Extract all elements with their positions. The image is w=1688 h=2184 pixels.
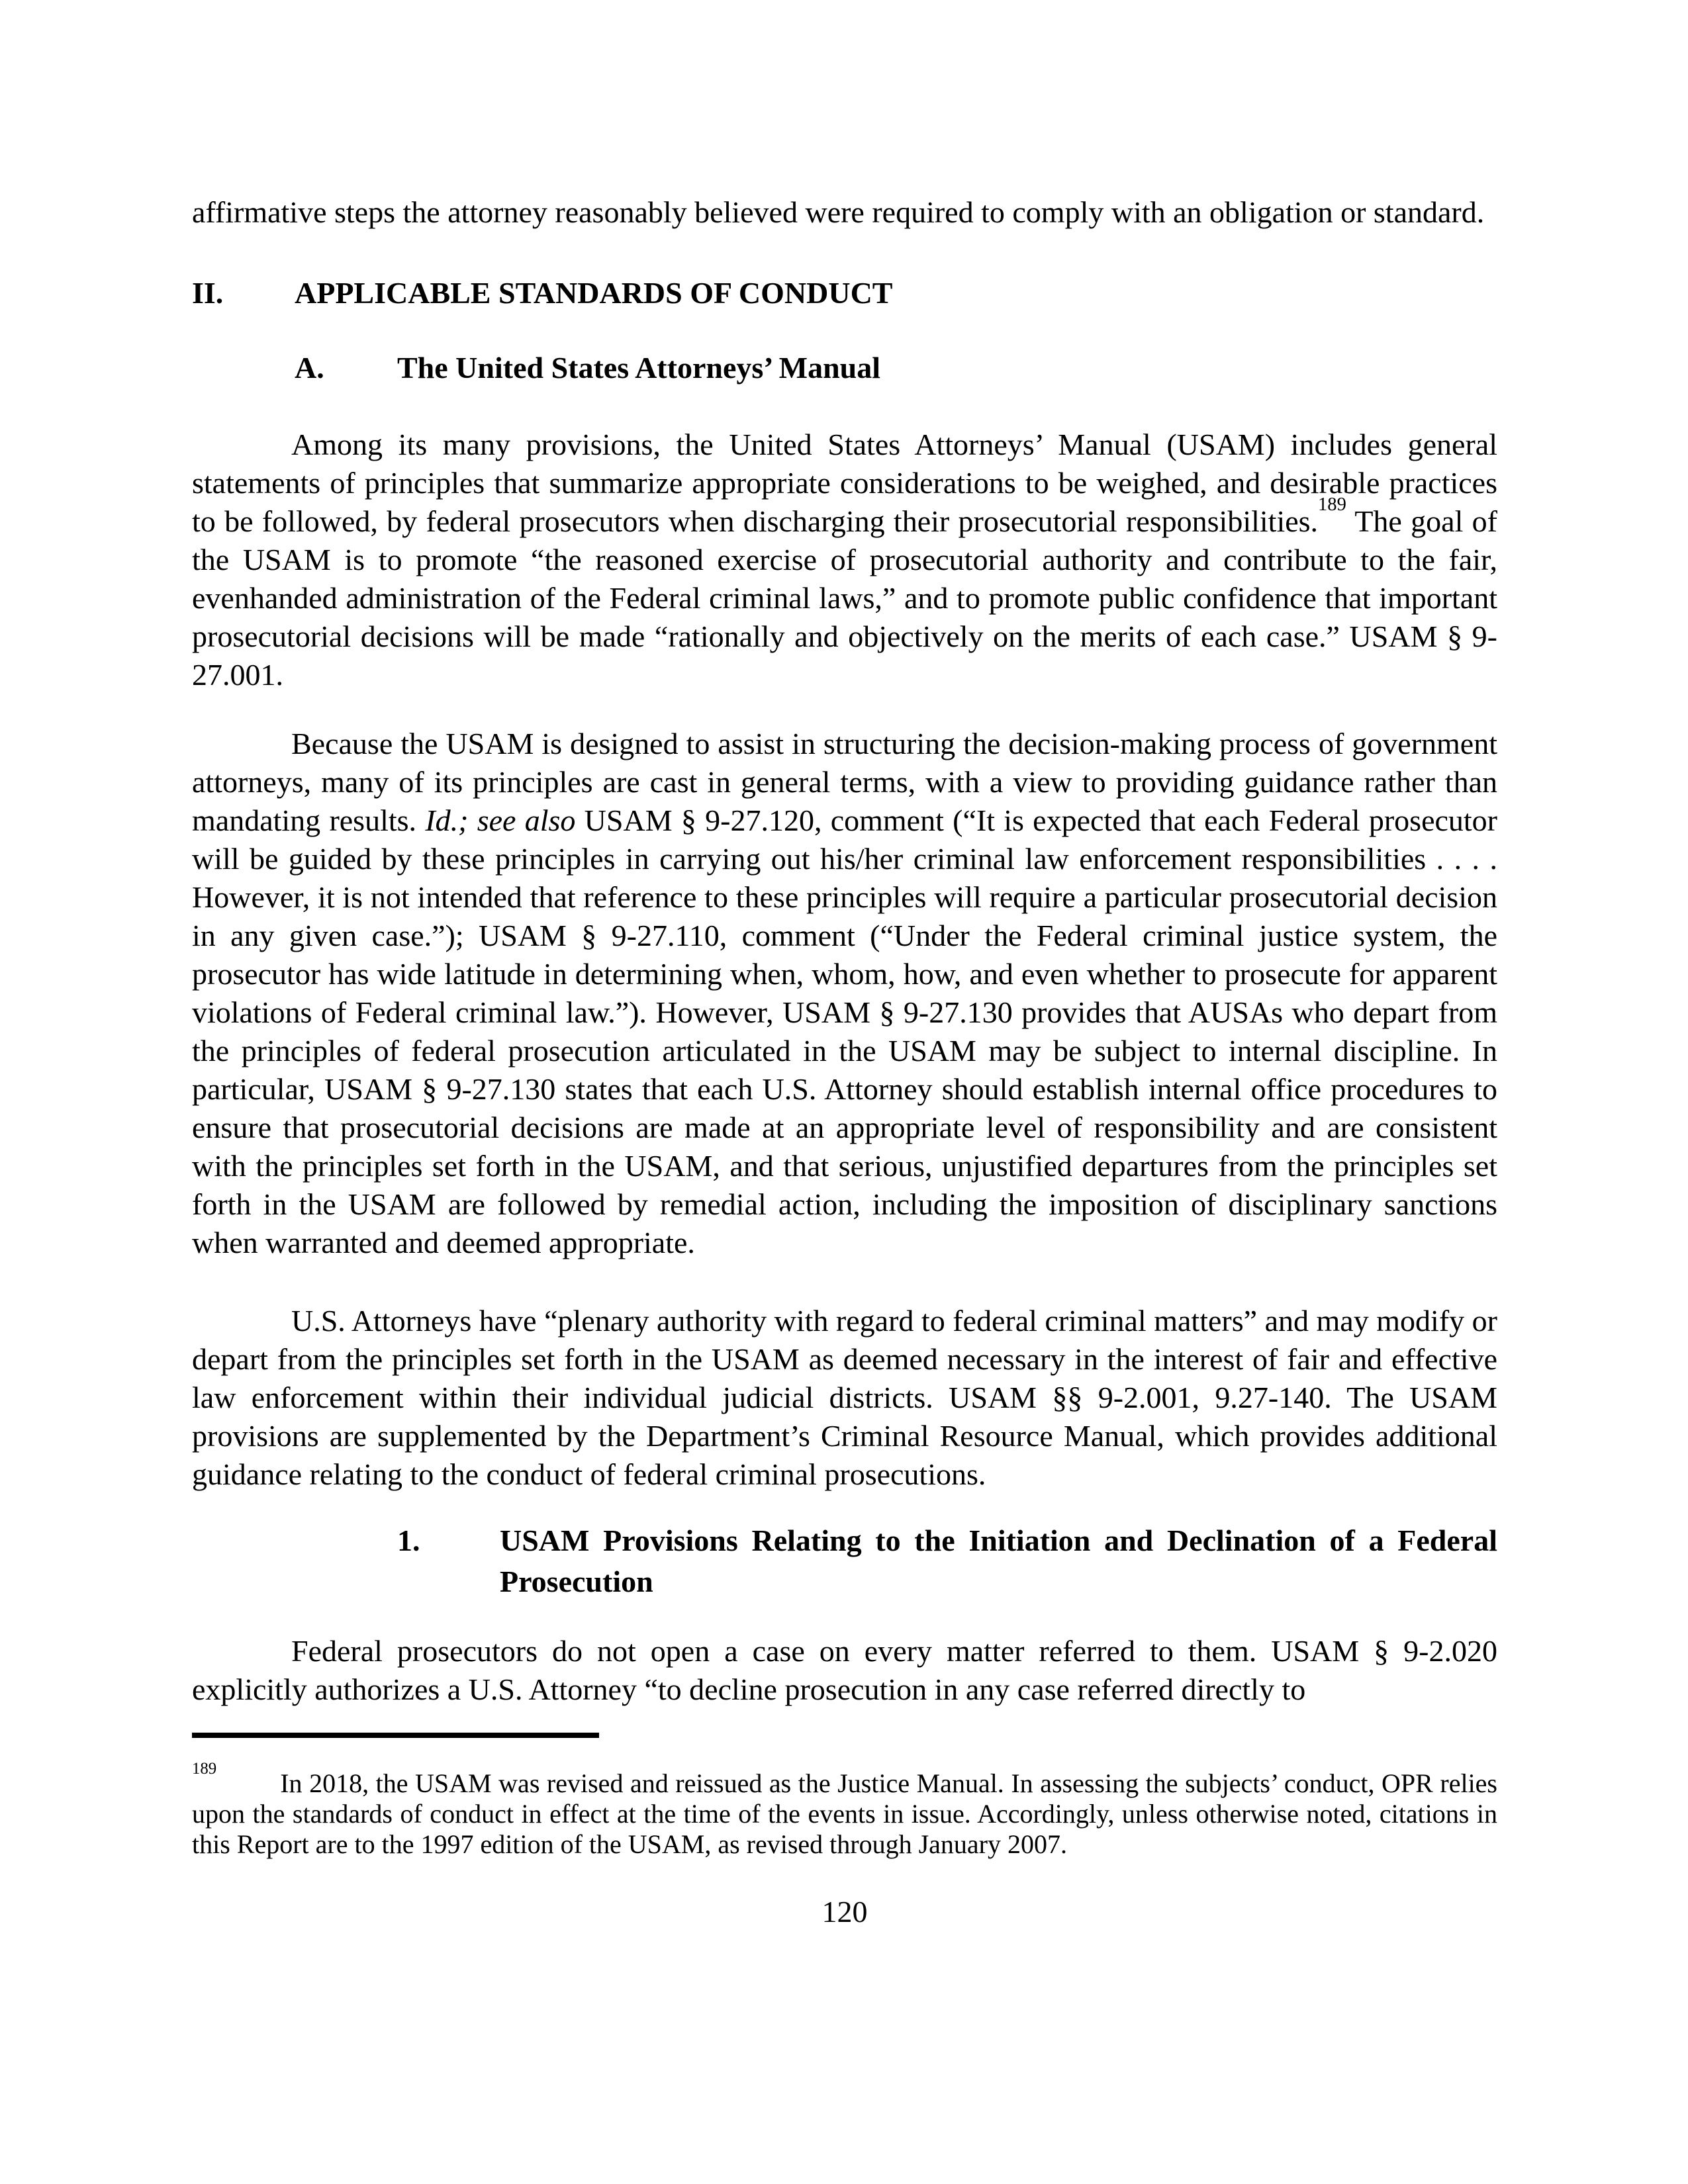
paragraph-declination: Federal prosecutors do not open a case on every matter referred to them. USAM § 9-2.020 explicitly authorizes a U.S. Attorney “to decline prosecution in any case referred directly to: [192, 1634, 1497, 1706]
numbered-heading: [397, 1520, 1497, 1602]
numbered-heading-label: 1.: [397, 1524, 420, 1557]
paragraph-usam-overview-text-before-ref: Among its many provisions, the United States Attorneys’ Manual (USAM) includes general statements of principles that summarize appropriate considerations to be weighed, and desirable practices to be followed, by federal prosecutors when discharging their prosecutorial responsibilities.: [192, 428, 1497, 538]
footnote-189-text: In 2018, the USAM was revised and reissued as the Justice Manual. In assessing the subjects’ conduct, OPR relies upon the standards of conduct in effect at the time of the events in issue. Accordingly, unless otherwise noted, citations in this Report are to the 1997 edition of the USAM, as revised through January 2007.: [192, 1768, 1497, 1859]
paragraph-usam-design-text-before-italic: Because the USAM is designed to assist in structuring the decision-making process of government attorneys, many of its principles are cast in general terms, with a view to providing guidance rather than mandating results.: [192, 727, 1497, 837]
footnote-reference-189: 189: [1318, 494, 1346, 515]
numbered-heading-title: USAM Provisions Relating to the Initiation and Declination of a Federal Prosecution: [500, 1524, 1497, 1598]
footnote-separator-rule: [192, 1733, 599, 1738]
footnote-189: [192, 1760, 1497, 1860]
paragraph-usam-design-text-after-italic: USAM § 9-27.120, comment (“It is expected that each Federal prosecutor will be guided by these principles in carrying out his/her criminal law enforcement responsibilities . . . . However, it is not intended that reference to these principles will require a particular prosecutorial decision in any given case.”); USAM § 9-27.110, comment (“Under the Federal criminal justice system, the prosecutor has wide latitude in determining when, whom, how, and even whether to prosecute for apparent violations of Federal criminal law.”). However, USAM § 9-27.130 provides that AUSAs who depart from the principles of federal prosecution articulated in the USAM may be subject to internal discipline. In particular, USAM § 9-27.130 states that each U.S. Attorney should establish internal office procedures to ensure that prosecutorial decisions are made at an appropriate level of responsibility and are consistent with the principles set forth in the USAM, and that serious, unjustified departures from the principles set forth in the USAM are followed by remedial action, including the imposition of disciplinary sanctions when warranted and deemed appropriate.: [192, 803, 1497, 1259]
paragraph-usam-overview-text-after-ref: The goal of the USAM is to promote “the reasoned exercise of prosecutorial authority and contribute to the fair, evenhanded administration of the Federal criminal laws,” and to promote public confidence that important prosecutorial decisions will be made “rationally and objectively on the merits of each case.” USAM § 9-27.001.: [192, 504, 1497, 692]
intro-paragraph: affirmative steps the attorney reasonably believed were required to comply with an obligation or standard.: [192, 195, 1485, 229]
footnote-189-marker: 189: [192, 1760, 217, 1778]
page-number: 120: [821, 1895, 868, 1929]
paragraph-plenary-authority: U.S. Attorneys have “plenary authority with regard to federal criminal matters” and may modify or depart from the principles set forth in the USAM as deemed necessary in the interest of fair and effective law enforcement within their individual judicial districts. USAM §§ 9-2.001, 9.27-140. The USAM provisions are supplemented by the Department’s Criminal Resource Manual, which provides additional guidance relating to the conduct of federal criminal prosecutions.: [192, 1304, 1497, 1491]
paragraph-usam-design-citation-italic: Id.; see also: [425, 803, 576, 837]
subsection-heading: [295, 349, 1497, 387]
section-heading-label: II.: [192, 276, 224, 310]
subsection-heading-label: A.: [295, 351, 324, 385]
section-heading-title: APPLICABLE STANDARDS OF CONDUCT: [295, 276, 893, 310]
subsection-heading-title: The United States Attorneys’ Manual: [397, 351, 881, 385]
section-heading: [192, 274, 1497, 312]
paragraph-usam-design: [192, 725, 1497, 1262]
paragraph-usam-overview: [192, 426, 1497, 694]
